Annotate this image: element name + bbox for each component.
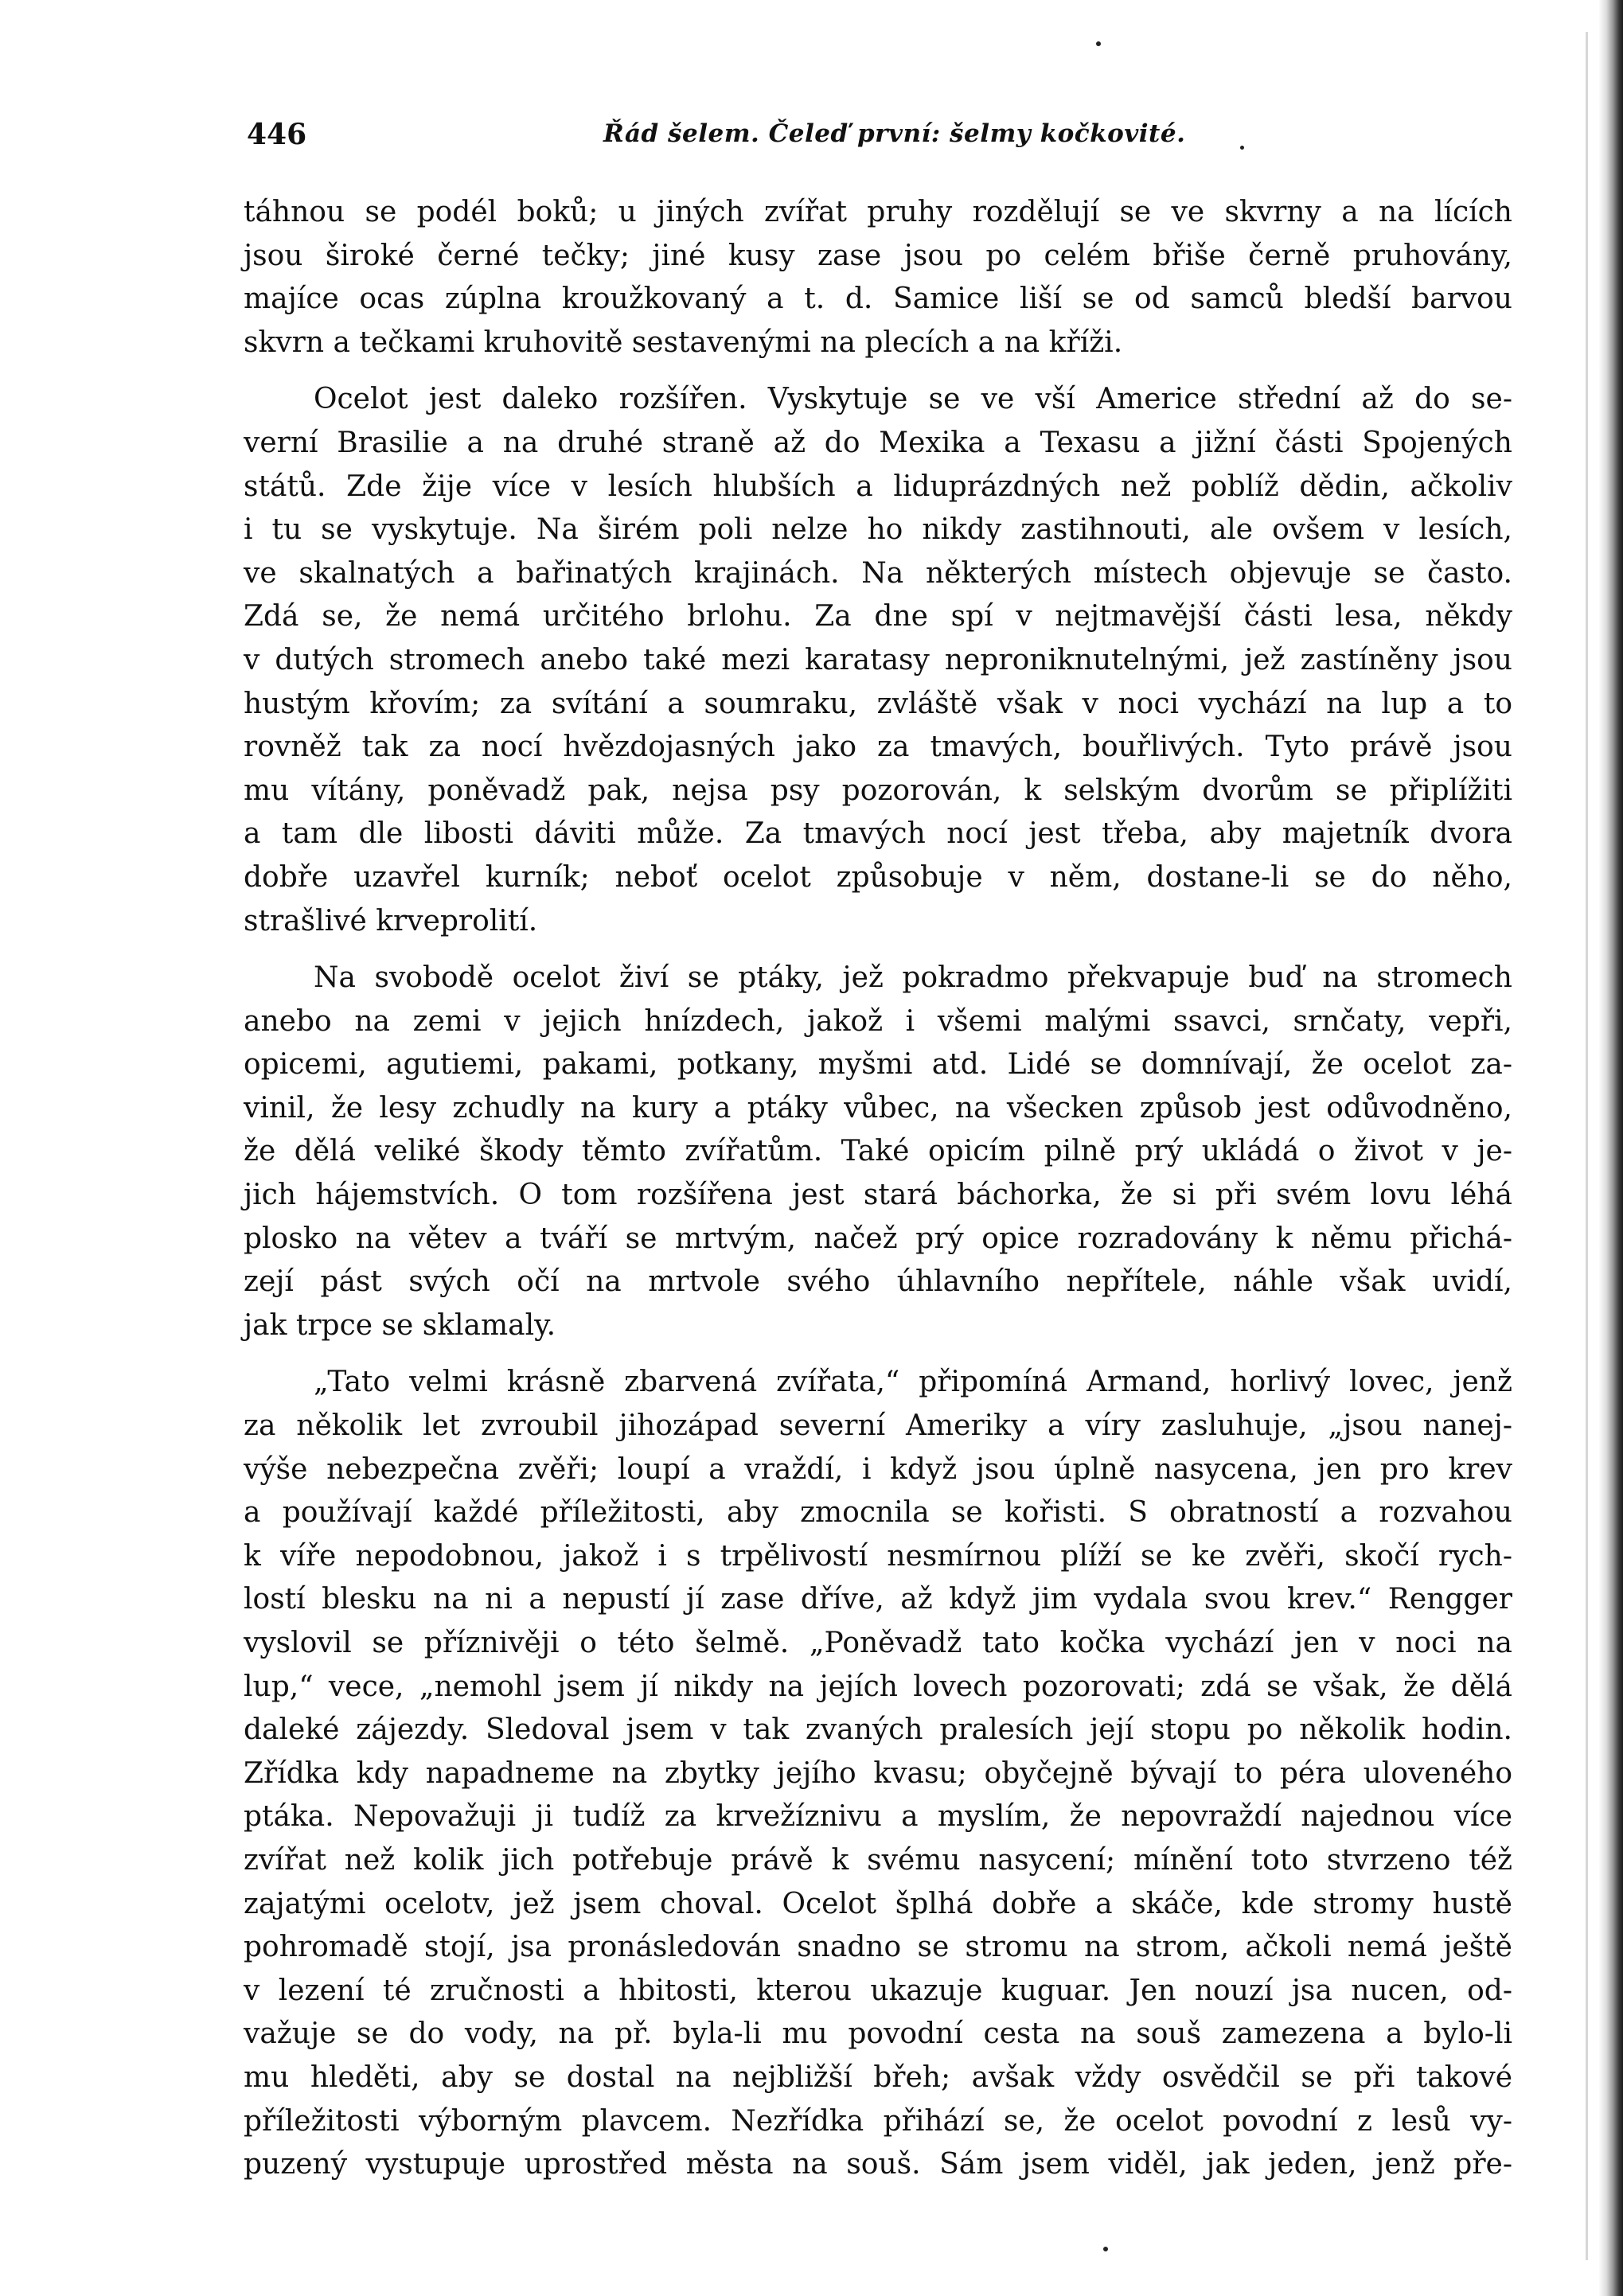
text-line: výše nebezpečna zvěři; loupí a vraždí, i když jsou úplně nasycena, jen pro krev xyxy=(244,1452,1512,1486)
text-line: daleké zájezdy. Sledoval jsem v tak zvaných pralesích její stopu po několik hodin. xyxy=(244,1713,1512,1747)
text-line: vyslovil se příznivěji o této šelmě. „Poněvadž tato kočka vychází jen v noci na xyxy=(244,1627,1512,1659)
text-line: jich hájemstvích. O tom rozšířena jest stará báchorka, že si při svém lovu léhá xyxy=(244,1179,1512,1212)
text-line: Zřídka kdy napadneme na zbytky jejího kvasu; obyčejně bývají to péra uloveného xyxy=(244,1756,1512,1790)
text-line: k víře nepodobnou, jakož i s trpělivostí nesmírnou plíží se ke zvěři, skočí rych- xyxy=(244,1539,1512,1573)
text-line: rovněž tak za nocí hvězdojasných jako za tmavých, bouřlivých. Tyto právě jsou xyxy=(244,731,1512,764)
paragraph-1 xyxy=(244,191,1512,364)
page-number: 446 xyxy=(247,118,307,151)
text-line: jsou široké černé tečky; jiné kusy zase jsou po celém břiše černě pruhovány, xyxy=(244,239,1512,272)
text-line: i tu se vyskytuje. Na širém poli nelze ho nikdy zastihnouti, ale ovšem v lesích, xyxy=(244,513,1512,547)
text-line: táhnou se podél boků; u jiných zvířat pruhy rozdělují se ve skvrny a na lících xyxy=(244,196,1512,228)
text-line: v lezení té zručnosti a hbitosti, kterou ukazuje kuguar. Jen nouzí jsa nucen, od- xyxy=(244,1974,1512,2007)
paragraph-2 xyxy=(244,378,1512,943)
text-line: zvířat než kolik jich potřebuje právě k svému nasycení; mínění toto stvrzeno též xyxy=(244,1843,1512,1877)
text-line: mu hleděti, aby se dostal na nejbližší břeh; avšak vždy osvědčil se při takové xyxy=(244,2060,1512,2094)
text-line: za několik let zvroubil jihozápad severní Ameriky a víry zasluhuje, „jsou nanej- xyxy=(244,1409,1512,1443)
text-line: majíce ocas zúplna kroužkovaný a t. d. Samice liší se od samců bledší barvou xyxy=(244,283,1512,316)
text-line: puzený vystupuje uprostřed města na souš. Sám jsem viděl, jak jeden, jenž pře- xyxy=(244,2148,1512,2181)
text-line: vinil, že lesy zchudly na kury a ptáky vůbec, na všecken způsob jest odůvodněno, xyxy=(244,1091,1512,1125)
text-line: zajatými ocelotv, jež jsem choval. Ocelot šplhá dobře a skáče, kde stromy hustě xyxy=(244,1887,1512,1920)
text-line: příležitosti výborným plavcem. Nezřídka přihází se, že ocelot povodní z lesů vy- xyxy=(244,2104,1512,2138)
text-line: hustým křovím; za svítání a soumraku, zvláště však v noci vychází na lup a to xyxy=(244,687,1512,720)
scan-speck xyxy=(1103,2247,1108,2251)
text-line: zejí pást svých očí na mrtvole svého úhlavního nepřítele, náhle však uvidí, xyxy=(244,1265,1512,1299)
text-line: že dělá veliké škody těmto zvířatům. Také opicím pilně prý ukládá o život v je- xyxy=(244,1135,1512,1168)
text-line: strašlivé krveprolití. xyxy=(244,904,538,938)
text-line: verní Brasilie a na druhé straně až do Mexika a Texasu a jižní části Spojených xyxy=(244,426,1512,459)
text-line: jak trpce se sklamaly. xyxy=(244,1308,556,1342)
page-edge-shadow xyxy=(1598,0,1623,2296)
text-line: skvrn a tečkami kruhovitě sestavenými na plecích a na kříži. xyxy=(244,325,1123,359)
text-line: států. Zde žije více v lesích hlubších a liduprázdných než poblíž dědin, ačkoliv xyxy=(244,470,1512,503)
text-line: opicemi, agutiemi, pakami, potkany, myšmi atd. Lidé se domnívají, že ocelot za- xyxy=(244,1048,1512,1082)
text-line: ptáka. Nepovažuji ji tudíž za krvežíznivu a myslím, že nepovraždí najednou více xyxy=(244,1800,1512,1834)
text-line: a tam dle libosti dáviti může. Za tmavých nocí jest třeba, aby majetník dvora xyxy=(244,817,1512,851)
paragraph-3 xyxy=(244,957,1512,1347)
text-line: dobře uzavřel kurník; neboť ocelot způsobuje v něm, dostane-li se do něho, xyxy=(244,860,1512,894)
body-text xyxy=(244,191,1512,2200)
text-line: Na svobodě ocelot živí se ptáky, jež pokradmo překvapuje buď na stromech xyxy=(314,961,1512,995)
text-line: mu vítány, poněvadž pak, nejsa psy pozorován, k selským dvorům se připlížiti xyxy=(244,774,1512,807)
text-line: v dutých stromech anebo také mezi karatasy neproniknutelnými, jež zastíněny jsou xyxy=(244,643,1512,676)
text-line: Ocelot jest daleko rozšířen. Vyskytuje se ve vší Americe střední až do se- xyxy=(314,383,1512,416)
paragraph-4 xyxy=(244,1361,1512,2186)
text-line: lostí blesku na ni a nepustí jí zase dříve, až když jim vydala svou krev.“ Rengger xyxy=(244,1583,1512,1616)
text-line: plosko na větev a tváří se mrtvým, načež prý opice rozradovány k němu přichá- xyxy=(244,1222,1512,1255)
page-binding-line xyxy=(1586,32,1588,2260)
running-title: Řád šelem. Čeleď první: šelmy kočkovité. xyxy=(603,119,1186,148)
text-line: lup,“ vece, „nemohl jsem jí nikdy na jejích lovech pozorovati; zdá se však, že dělá xyxy=(244,1670,1512,1703)
text-line: a používají každé příležitosti, aby zmocnila se kořisti. S obratností a rozvahou xyxy=(244,1496,1512,1530)
text-line: Zdá se, že nemá určitého brlohu. Za dne spí v nejtmavější části lesa, někdy xyxy=(244,600,1512,633)
text-line: pohromadě stojí, jsa pronásledován snadno se stromu na strom, ačkoli nemá ještě xyxy=(244,1931,1512,1964)
page-header xyxy=(247,118,1504,158)
text-line: anebo na zemi v jejich hnízdech, jakož i všemi malými ssavci, srnčaty, vepři, xyxy=(244,1004,1512,1038)
scan-speck xyxy=(1096,41,1101,46)
text-line: ve skalnatých a bařinatých krajinách. Na některých místech objevuje se často. xyxy=(244,556,1512,590)
text-line: „Tato velmi krásně zbarvená zvířata,“ připomíná Armand, horlivý lovec, jenž xyxy=(314,1366,1512,1399)
scan-speck xyxy=(1240,146,1244,150)
text-line: važuje se do vody, na př. byla-li mu povodní cesta na souš zamezena a bylo-li xyxy=(244,2017,1512,2051)
